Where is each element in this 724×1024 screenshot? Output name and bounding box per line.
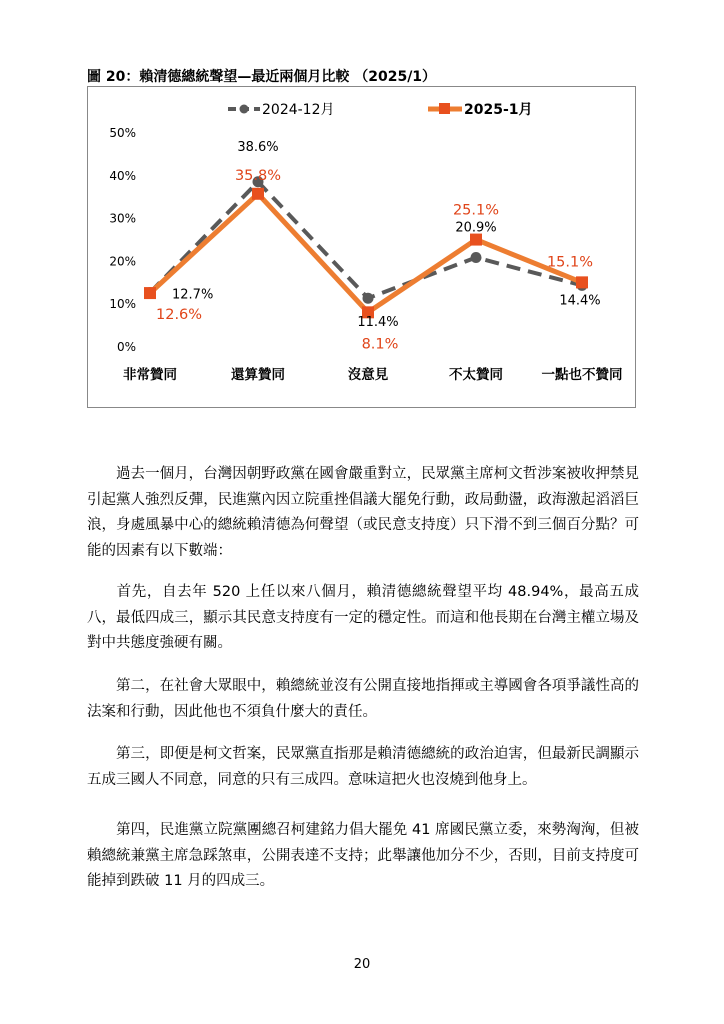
chart-frame: [87, 86, 636, 408]
y-tick-label: 20%: [109, 254, 136, 269]
data-label-2025-1: 25.1%: [452, 202, 500, 219]
figure-caption: 圖 20：賴清德總統聲望—最近兩個月比較 （2025/1）: [87, 69, 437, 85]
paragraph-5: [87, 818, 639, 895]
data-label-2024-12: 11.4%: [357, 315, 399, 331]
chart-legend: [228, 102, 533, 118]
data-label-2025-1: 15.1%: [546, 254, 594, 271]
x-tick-label: 一點也不贊同: [541, 367, 623, 383]
legend-marker-2024-12: [240, 105, 249, 114]
x-tick-label: 不太贊同: [449, 367, 503, 383]
paragraph-4-text: 第三，即便是柯文哲案，民眾黨直指那是賴清德總統的政治迫害，但最新民調顯示五成三國人不同意，同意的只有三成四。意味這把火也沒燒到他身上。: [87, 746, 639, 788]
legend-marker-2025-1: [439, 103, 450, 114]
y-tick-label: 0%: [116, 340, 136, 354]
line-chart: [88, 87, 635, 407]
legend-label-2025-1: 2025-1月: [464, 102, 533, 118]
x-tick-label: 還算贊同: [231, 367, 285, 383]
y-tick-label: 30%: [109, 211, 136, 226]
data-label-2024-12: 12.7%: [172, 287, 214, 303]
paragraph-4: [87, 742, 639, 793]
data-label-2024-12: 14.4%: [559, 293, 601, 309]
data-label-2024-12: 20.9%: [455, 220, 497, 236]
series-point-2024-12: [363, 293, 374, 304]
paragraph-3: [87, 674, 639, 725]
data-label-2025-1: 12.6%: [156, 307, 203, 324]
data-label-2025-1: 35.8%: [234, 167, 282, 184]
y-tick-label: 50%: [109, 126, 136, 140]
paragraph-1-text: 過去一個月，台灣因朝野政黨在國會嚴重對立，民眾黨主席柯文哲涉案被收押禁見引起黨人強烈反彈，民進黨內因立院重挫倡議大罷免行動，政局動盪，政海激起滔滔巨浪，身處風暴中心的總統賴清德為何聲望（或民意支持度）只下滑不到三個百分點？可能的因素有以下數端：: [87, 466, 639, 559]
paragraph-2: [87, 580, 639, 657]
page-number: 20: [353, 957, 371, 972]
series-point-2025-1: [252, 188, 264, 200]
series-point-2024-12: [471, 252, 482, 263]
paragraph-5-text: 第四，民進黨立院黨團總召柯建銘力倡大罷免 41 席國民黨立委，來勢洶洶，但被賴總統兼黨主席急踩煞車，公開表達不支持；此舉讓他加分不少，否則，目前支持度可能掉到跌破 11 月的四成三。: [87, 822, 639, 889]
y-tick-label: 10%: [109, 297, 136, 312]
x-axis: [123, 366, 623, 383]
paragraph-3-text: 第二，在社會大眾眼中，賴總統並沒有公開直接地指揮或主導國會各項爭議性高的法案和行動，因此他也不須負什麼大的責任。: [87, 678, 639, 720]
series-line-2024-12: [150, 182, 582, 298]
series-point-2025-1: [144, 287, 156, 299]
y-tick-label: 40%: [109, 168, 136, 183]
data-label-2024-12: 38.6%: [237, 139, 279, 155]
series-point-2025-1: [576, 276, 588, 288]
y-axis: [109, 126, 136, 354]
x-tick-label: 非常贊同: [123, 367, 177, 383]
paragraph-1: [87, 462, 639, 564]
x-tick-label: 沒意見: [347, 367, 389, 383]
paragraph-2-text: 首先，自去年 520 上任以來八個月，賴清德總統聲望平均 48.94%，最高五成八，最低四成三，顯示其民意支持度有一定的穩定性。而這和他長期在台灣主權立場及對中共態度強硬有關。: [87, 584, 639, 651]
legend-label-2024-12: 2024-12月: [262, 102, 335, 118]
data-label-2025-1: 8.1%: [361, 336, 399, 353]
data-label-layer: [156, 140, 601, 353]
